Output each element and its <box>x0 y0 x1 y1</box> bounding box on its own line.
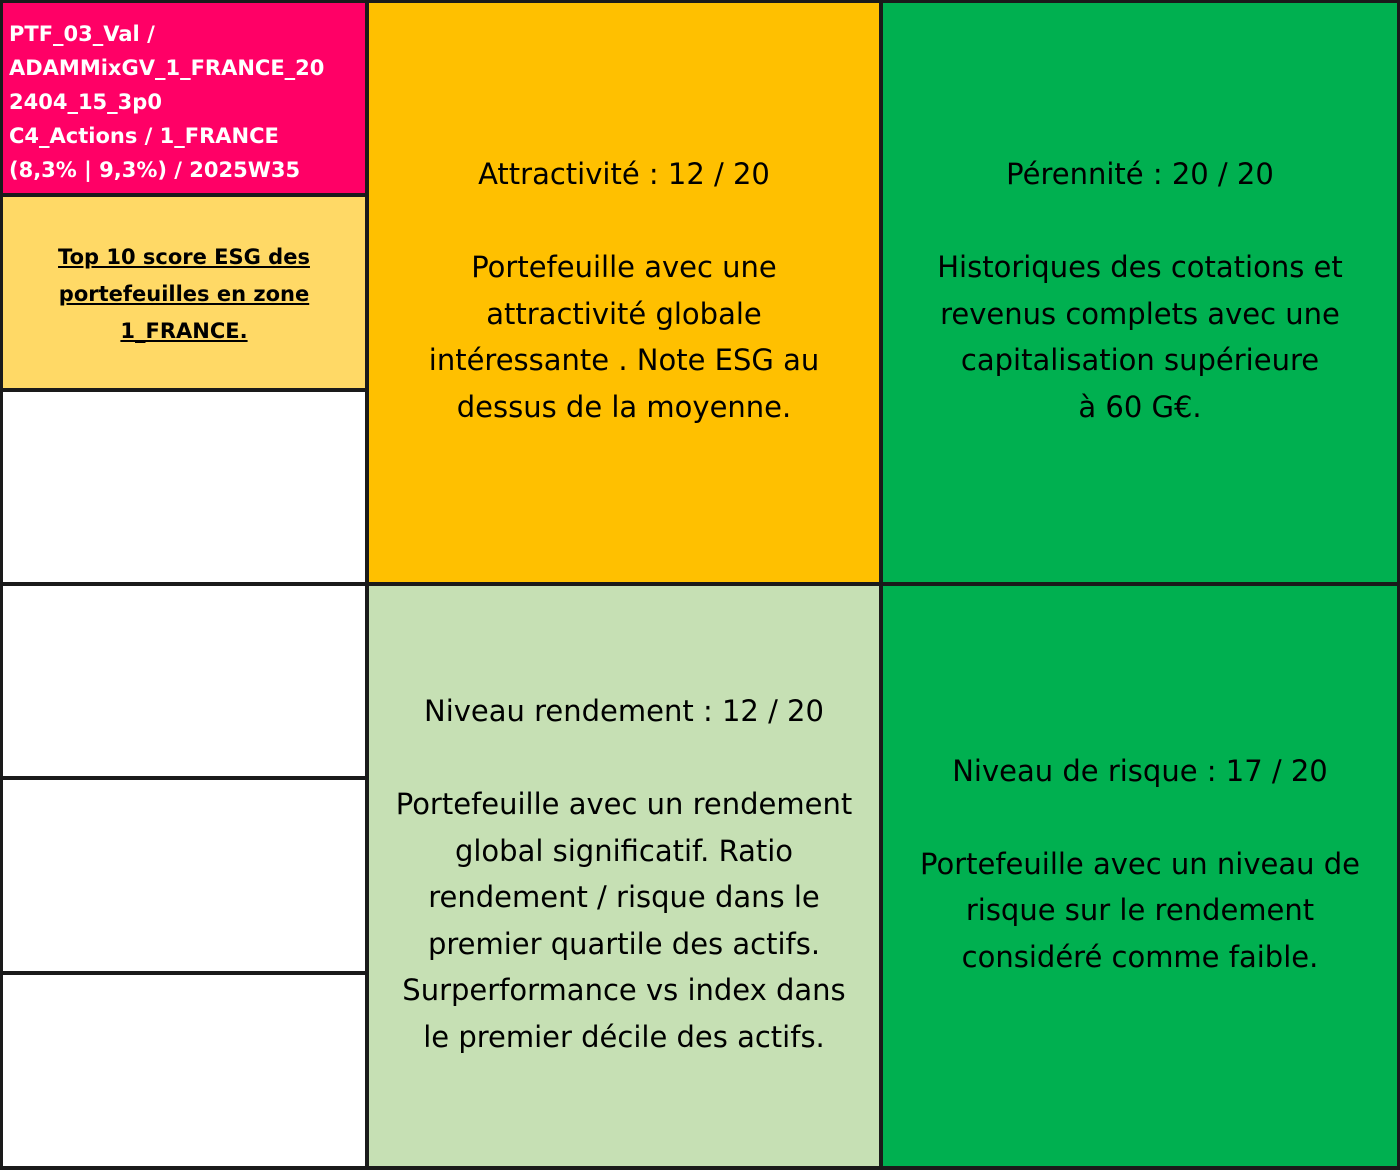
description-line: le premier décile des actifs. <box>423 1019 825 1054</box>
description-line: dessus de la moyenne. <box>456 389 792 424</box>
perennite-cell <box>883 3 1397 582</box>
perennite-heading: Pérennité : 20 / 20 <box>1006 157 1274 191</box>
rendement-heading: Niveau rendement : 12 / 20 <box>424 694 824 728</box>
top10-esg-line: 1_FRANCE. <box>120 319 248 343</box>
portfolio-id-line: 2404_15_3p0 <box>9 90 162 114</box>
portfolio-id-line: (8,3% | 9,3%) / 2025W35 <box>9 158 301 182</box>
description-line: Portefeuille avec un niveau de <box>920 846 1360 881</box>
description-line: Surperformance vs index dans <box>402 973 846 1007</box>
empty-cell <box>3 780 365 971</box>
description-line: risque sur le rendement <box>965 893 1315 928</box>
portfolio-id-line: C4_Actions / 1_FRANCE <box>9 124 279 148</box>
perennite-description <box>937 244 1343 430</box>
portfolio-id-cell <box>3 3 365 193</box>
risque-description <box>920 841 1360 981</box>
portfolio-id-line: PTF_03_Val / <box>9 22 155 46</box>
description-line: considéré comme faible. <box>961 939 1319 974</box>
risque-cell <box>883 586 1397 1166</box>
top10-esg-line: portefeuilles en zone <box>58 282 310 306</box>
description-line: capitalisation supérieure <box>960 343 1320 377</box>
description-line: premier quartile des actifs. <box>427 926 821 961</box>
description-line: rendement / risque dans le <box>428 880 820 914</box>
portfolio-id-line: ADAMMixGV_1_FRANCE_20 <box>9 56 325 80</box>
description-line: intéressante . Note ESG au <box>428 343 820 377</box>
description-line: global significatif. Ratio <box>454 833 794 868</box>
empty-cell <box>3 586 365 776</box>
description-line: attractivité globale <box>486 296 762 331</box>
attractivite-heading: Attractivité : 12 / 20 <box>478 157 770 191</box>
description-line: Portefeuille avec un rendement <box>395 787 853 821</box>
description-line: Portefeuille avec une <box>471 250 777 284</box>
top10-esg-line: Top 10 score ESG des <box>58 245 310 269</box>
empty-cell <box>3 975 365 1166</box>
rendement-description <box>396 781 853 1060</box>
rendement-cell <box>369 586 879 1166</box>
description-line: Historiques des cotations et <box>937 250 1343 284</box>
risque-heading: Niveau de risque : 17 / 20 <box>952 753 1328 788</box>
description-line: revenus complets avec une <box>940 296 1340 331</box>
description-line: à 60 G€. <box>1078 389 1202 424</box>
attractivite-description <box>429 244 819 430</box>
top10-esg-cell <box>3 197 365 388</box>
attractivite-cell <box>369 3 879 582</box>
empty-cell <box>3 392 365 582</box>
